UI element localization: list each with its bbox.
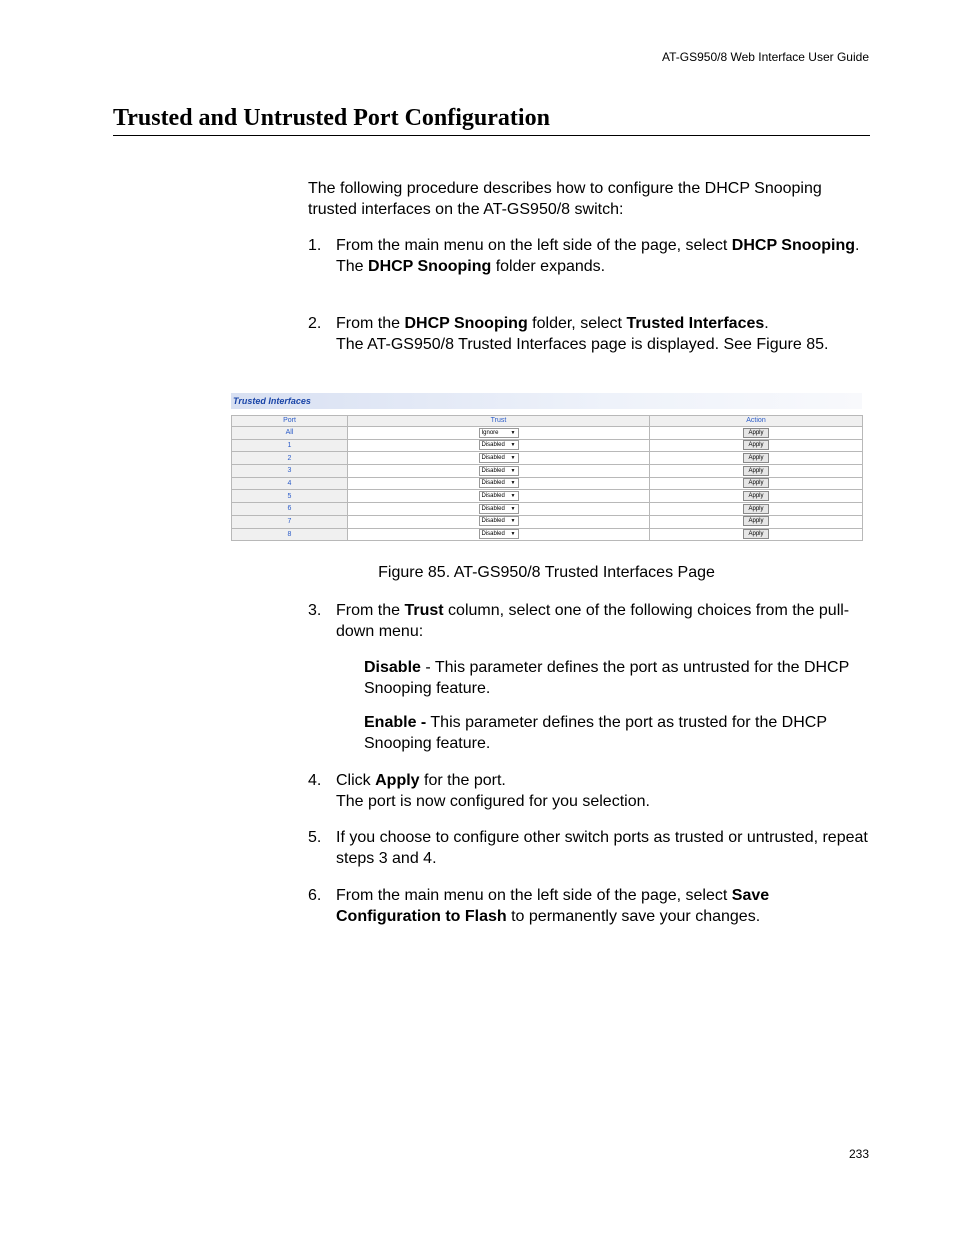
action-cell: [650, 452, 863, 465]
choice-description: This parameter defines the port as trusted for the DHCP Snooping feature.: [364, 714, 827, 752]
step-text: From the: [336, 602, 405, 619]
trusted-interfaces-table: [231, 415, 863, 541]
step-text: to permanently save your changes.: [506, 907, 761, 925]
trust-cell: [348, 465, 650, 478]
step-number: 3.: [308, 602, 322, 619]
trust-cell: [348, 439, 650, 452]
step-bold: Apply: [375, 772, 420, 789]
trust-value: Disabled: [481, 442, 505, 449]
trust-cell: [348, 427, 650, 440]
step-bold: Trust: [404, 602, 444, 619]
step-text: From the: [336, 315, 405, 332]
chevron-down-icon: ▼: [510, 467, 516, 474]
apply-button[interactable]: Apply: [743, 453, 769, 463]
trust-select[interactable]: [479, 440, 519, 450]
apply-button[interactable]: Apply: [743, 504, 769, 514]
trust-select[interactable]: [479, 516, 519, 526]
port-link[interactable]: 8: [232, 528, 348, 541]
step-5: [308, 828, 873, 869]
choice-enable: [364, 713, 874, 754]
column-header-port: Port: [232, 416, 348, 427]
step-text: folder expands.: [491, 257, 606, 275]
step-6: [308, 886, 873, 927]
table-row: [232, 477, 863, 490]
chevron-down-icon: ▼: [510, 429, 516, 436]
chevron-down-icon: ▼: [510, 442, 516, 449]
action-cell: [650, 528, 863, 541]
port-link[interactable]: 1: [232, 439, 348, 452]
step-number: 2.: [308, 315, 322, 332]
apply-button[interactable]: Apply: [743, 478, 769, 488]
trust-cell: [348, 503, 650, 516]
step-text: .: [764, 315, 769, 332]
trust-select[interactable]: [479, 453, 519, 463]
chevron-down-icon: ▼: [510, 480, 516, 487]
step-4: [308, 771, 873, 812]
step-number: 4.: [308, 772, 322, 789]
apply-button[interactable]: Apply: [743, 466, 769, 476]
port-link[interactable]: 4: [232, 477, 348, 490]
trusted-interfaces-figure: [231, 393, 862, 541]
trust-cell: [348, 515, 650, 528]
trust-select[interactable]: [479, 478, 519, 488]
table-row: [232, 528, 863, 541]
step-bold: Save Configuration to Flash: [336, 887, 770, 925]
step-text: The: [336, 257, 369, 275]
trust-cell: [348, 490, 650, 503]
table-row: [232, 515, 863, 528]
trust-select[interactable]: [479, 466, 519, 476]
port-link[interactable]: All: [232, 427, 348, 440]
chevron-down-icon: ▼: [510, 454, 516, 461]
panel-title: Trusted Interfaces: [231, 393, 862, 409]
section-title: Trusted and Untrusted Port Configuration: [113, 105, 870, 136]
step-text: The port is now configured for you selection.: [336, 792, 650, 810]
step-3: [308, 601, 873, 642]
running-header: AT-GS950/8 Web Interface User Guide: [662, 50, 869, 64]
choice-disable: [364, 658, 874, 699]
port-link[interactable]: 7: [232, 515, 348, 528]
step-text: From the main menu on the left side of the page, select: [336, 237, 732, 254]
port-link[interactable]: 3: [232, 465, 348, 478]
step-text: From the main menu on the left side of the page, select: [336, 887, 732, 904]
step-2: [308, 314, 873, 355]
choice-description: - This parameter defines the port as untrusted for the DHCP Snooping feature.: [364, 659, 849, 697]
trust-value: Ignore: [481, 429, 499, 436]
step-text: .: [855, 237, 860, 254]
column-header-trust: Trust: [348, 416, 650, 427]
step-bold: DHCP Snooping: [368, 257, 492, 275]
trust-value: Disabled: [481, 531, 505, 537]
trust-select[interactable]: [479, 529, 519, 539]
trust-value: Disabled: [481, 454, 505, 461]
intro-paragraph: The following procedure describes how to configure the DHCP Snooping trusted interfaces on the AT-GS950/8 switch:: [308, 180, 822, 218]
step-text: for the port.: [419, 772, 506, 789]
step-text: If you choose to configure other switch ports as trusted or untrusted, repeat steps 3 and 4.: [336, 829, 868, 867]
action-cell: [650, 490, 863, 503]
action-cell: [650, 503, 863, 516]
step-bold: DHCP Snooping: [404, 315, 528, 332]
action-cell: [650, 439, 863, 452]
figure-caption: Figure 85. AT-GS950/8 Trusted Interfaces Page: [378, 564, 715, 581]
step-text: The AT-GS950/8 Trusted Interfaces page is displayed. See Figure 85.: [336, 335, 829, 353]
trust-value: Disabled: [481, 492, 505, 499]
table-row: [232, 427, 863, 440]
table-row: [232, 452, 863, 465]
action-cell: [650, 477, 863, 490]
chevron-down-icon: ▼: [510, 518, 516, 525]
trust-value: Disabled: [481, 518, 505, 525]
apply-button[interactable]: Apply: [743, 516, 769, 526]
trust-value: Disabled: [481, 480, 505, 487]
step-text: Click: [336, 772, 376, 789]
step-bold: Trusted Interfaces: [626, 315, 765, 332]
action-cell: [650, 427, 863, 440]
table-row: [232, 465, 863, 478]
step-text: column, select one of the following choices from the pull-down menu:: [336, 602, 850, 640]
column-header-action: Action: [650, 416, 863, 427]
trust-select[interactable]: [479, 491, 519, 501]
port-link[interactable]: 5: [232, 490, 348, 503]
chevron-down-icon: ▼: [510, 505, 516, 512]
table-row: [232, 490, 863, 503]
step-1: [308, 236, 873, 277]
trust-select[interactable]: [479, 504, 519, 514]
table-row: [232, 439, 863, 452]
action-cell: [650, 515, 863, 528]
port-link[interactable]: 2: [232, 452, 348, 465]
trust-value: Disabled: [481, 505, 505, 512]
step-number: 5.: [308, 829, 322, 846]
step-text: folder, select: [527, 315, 627, 332]
apply-button[interactable]: Apply: [743, 529, 769, 539]
trust-cell: [348, 528, 650, 541]
trust-select[interactable]: [479, 428, 519, 438]
step-bold: DHCP Snooping: [731, 237, 856, 254]
trust-cell: [348, 452, 650, 465]
trust-cell: [348, 477, 650, 490]
apply-button[interactable]: Apply: [743, 440, 769, 450]
chevron-down-icon: ▼: [510, 531, 516, 537]
page-number: 233: [848, 1147, 869, 1161]
table-row: [232, 503, 863, 516]
choice-term: Disable: [364, 659, 421, 676]
port-link[interactable]: 6: [232, 503, 348, 516]
chevron-down-icon: ▼: [510, 492, 516, 499]
step-number: 1.: [308, 237, 322, 254]
apply-button[interactable]: Apply: [743, 491, 769, 501]
step-number: 6.: [308, 887, 322, 904]
action-cell: [650, 465, 863, 478]
trust-value: Disabled: [481, 467, 505, 474]
choice-term: Enable -: [364, 714, 427, 731]
apply-button[interactable]: Apply: [743, 428, 769, 438]
